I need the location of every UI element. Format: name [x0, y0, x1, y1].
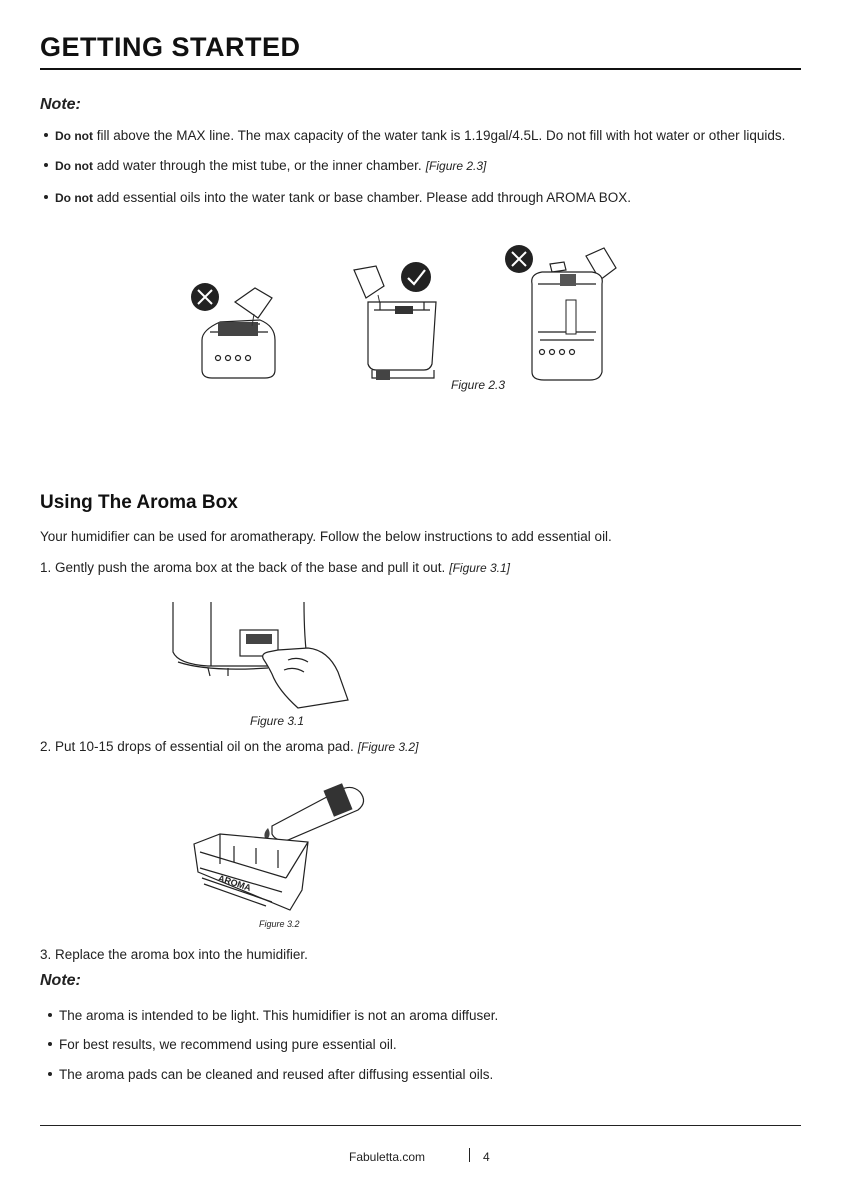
figure-3-2-caption: Figure 3.2 [259, 919, 300, 929]
warning-2 [44, 158, 486, 173]
bullet-icon [48, 1072, 52, 1076]
step-3-text: 3. Replace the aroma box into the humidifier. [40, 947, 308, 962]
humidifier-base-wrong [191, 283, 275, 378]
bullet-icon [48, 1042, 52, 1046]
bullet-icon [48, 1013, 52, 1017]
bullet-icon [44, 195, 48, 199]
title-rule [40, 68, 801, 70]
intro-text: Your humidifier can be used for aromatherapy. Follow the below instructions to add essential oil. [40, 529, 612, 544]
footer-divider [469, 1148, 470, 1162]
note-item-1 [48, 1008, 498, 1023]
warning-1-prefix: Do not [55, 129, 93, 143]
page-title: GETTING STARTED [40, 32, 301, 62]
note-label: Note: [40, 96, 81, 113]
footer-page-number: 4 [483, 1150, 490, 1164]
warning-3-prefix: Do not [55, 191, 93, 205]
water-tank-correct [354, 262, 436, 380]
step-1-figure-ref: [Figure 3.1] [449, 561, 510, 575]
warning-3-text: add essential oils into the water tank or base chamber. Please add through AROMA BOX. [93, 190, 632, 205]
humidifier-full-wrong [505, 245, 616, 380]
bullet-icon [44, 133, 48, 137]
step-2-figure-ref: [Figure 3.2] [357, 740, 419, 754]
note-2-label: Note: [40, 972, 81, 989]
warning-1 [44, 128, 785, 143]
step-3 [40, 947, 308, 962]
bullet-icon [44, 163, 48, 167]
step-2 [40, 739, 418, 754]
footer-site: Fabuletta.com [349, 1150, 426, 1164]
figure-2-3-illustration [180, 240, 640, 390]
step-1-text: 1. Gently push the aroma box at the back of the base and pull it out. [40, 560, 446, 575]
figure-3-1-caption: Figure 3.1 [250, 714, 305, 728]
note-item-3-text: The aroma pads can be cleaned and reused after diffusing essential oils. [59, 1067, 494, 1082]
note-item-3 [48, 1067, 493, 1082]
section-title: Using The Aroma Box [40, 492, 238, 513]
footer-rule [40, 1125, 801, 1126]
note-item-1-text: The aroma is intended to be light. This humidifier is not an aroma diffuser. [59, 1008, 499, 1023]
warning-1-text: fill above the MAX line. The max capacity of the water tank is 1.19gal/4.5L. Do not fill with hot water or other liquids. [93, 128, 786, 143]
figure-3-1-illustration [168, 600, 353, 710]
warning-2-figure-ref: [Figure 2.3] [425, 159, 487, 173]
figure-3-2-illustration [190, 782, 370, 914]
warning-2-text: add water through the mist tube, or the inner chamber. [93, 158, 422, 173]
figure-2-3-caption: Figure 2.3 [451, 378, 506, 392]
warning-2-prefix: Do not [55, 159, 93, 173]
warning-3 [44, 190, 631, 205]
note-item-2 [48, 1037, 397, 1052]
note-item-2-text: For best results, we recommend using pure essential oil. [59, 1037, 397, 1052]
step-2-text: 2. Put 10-15 drops of essential oil on the aroma pad. [40, 739, 354, 754]
step-1 [40, 560, 510, 575]
aroma-label: AROMA [216, 873, 253, 894]
